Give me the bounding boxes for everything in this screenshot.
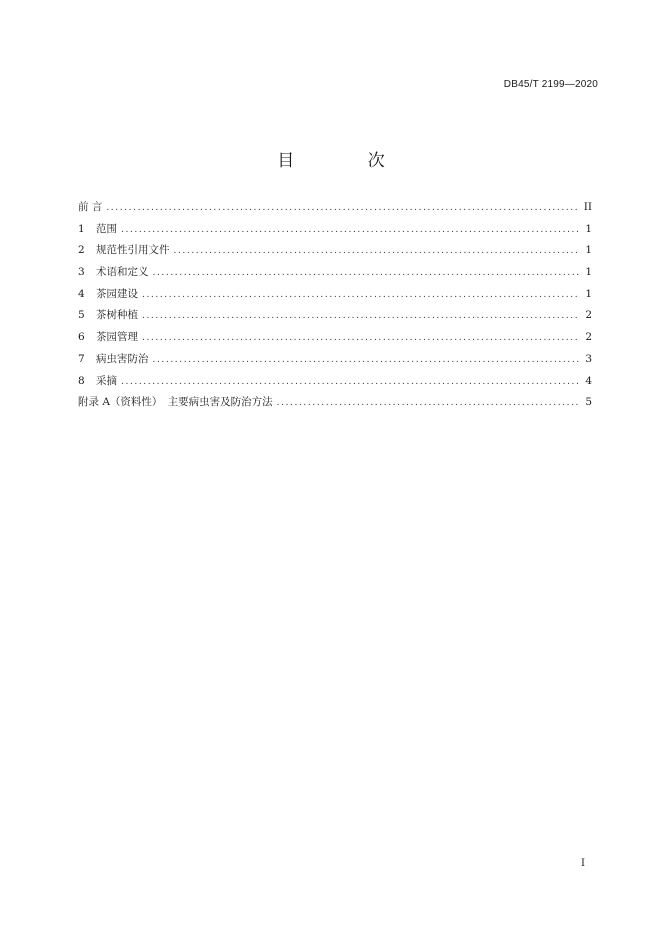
toc-entry-5[interactable] <box>78 307 592 329</box>
toc-entry-page: 2 <box>585 331 592 344</box>
toc-leader-dots <box>106 203 579 213</box>
toc-leader-dots <box>142 333 580 343</box>
toc-entry-label: 茶园建设 <box>96 287 138 300</box>
toc-entry-page: II <box>583 201 592 213</box>
toc-entry-label: 术语和定义 <box>96 266 149 279</box>
toc-entry-page: 1 <box>585 222 592 235</box>
toc-entry-label: 范围 <box>96 222 117 235</box>
toc-entry-2[interactable] <box>78 242 592 264</box>
toc-entry-number: 3 <box>78 266 85 279</box>
toc-entry-page: 1 <box>585 244 592 257</box>
toc-entry-label: 前 言 <box>78 201 103 213</box>
toc-entry-label: 附录 A（资料性） 主要病虫害及防治方法 <box>78 396 273 409</box>
toc-entry-number: 1 <box>78 222 85 235</box>
toc-entry-appendix-a[interactable] <box>78 394 592 416</box>
toc-entry-label: 规范性引用文件 <box>96 244 170 257</box>
toc-entry-number: 6 <box>78 331 85 344</box>
toc-leader-dots <box>121 225 580 235</box>
toc-leader-dots <box>153 268 581 278</box>
toc-entry-page: 1 <box>585 266 592 279</box>
toc-entry-label: 病虫害防治 <box>96 352 149 365</box>
toc-entry-label: 茶树种植 <box>96 309 138 322</box>
toc-leader-dots <box>174 246 581 256</box>
toc-entry-8[interactable] <box>78 373 592 395</box>
document-code: DB45/T 2199—2020 <box>503 79 598 90</box>
toc-entry-3[interactable] <box>78 264 592 286</box>
toc-leader-dots <box>121 377 580 387</box>
toc-entry-page: 1 <box>585 287 592 300</box>
toc-entry-number: 7 <box>78 352 85 365</box>
toc-entry-page: 2 <box>585 309 592 322</box>
toc-entry-number: 2 <box>78 244 85 257</box>
toc-leader-dots <box>142 311 580 321</box>
toc-entry-4[interactable] <box>78 286 592 308</box>
toc-entry-label: 茶园管理 <box>96 331 138 344</box>
toc-entry-foreword[interactable] <box>78 199 592 221</box>
toc-entry-page: 4 <box>585 374 592 387</box>
toc-entry-number: 4 <box>78 287 85 300</box>
toc-entry-1[interactable] <box>78 221 592 243</box>
toc-entry-page: 5 <box>585 396 592 409</box>
toc-entry-number: 8 <box>78 374 85 387</box>
toc-entry-label: 采摘 <box>96 374 117 387</box>
toc-entry-6[interactable] <box>78 329 592 351</box>
toc-entry-page: 3 <box>585 352 592 365</box>
table-of-contents <box>78 199 592 416</box>
toc-leader-dots <box>142 290 580 300</box>
toc-entry-number: 5 <box>78 309 85 322</box>
toc-leader-dots <box>153 355 581 365</box>
toc-entry-7[interactable] <box>78 351 592 373</box>
page-title: 目 次 <box>277 151 419 171</box>
toc-leader-dots <box>277 398 580 408</box>
footer-page-number: I <box>581 858 585 869</box>
